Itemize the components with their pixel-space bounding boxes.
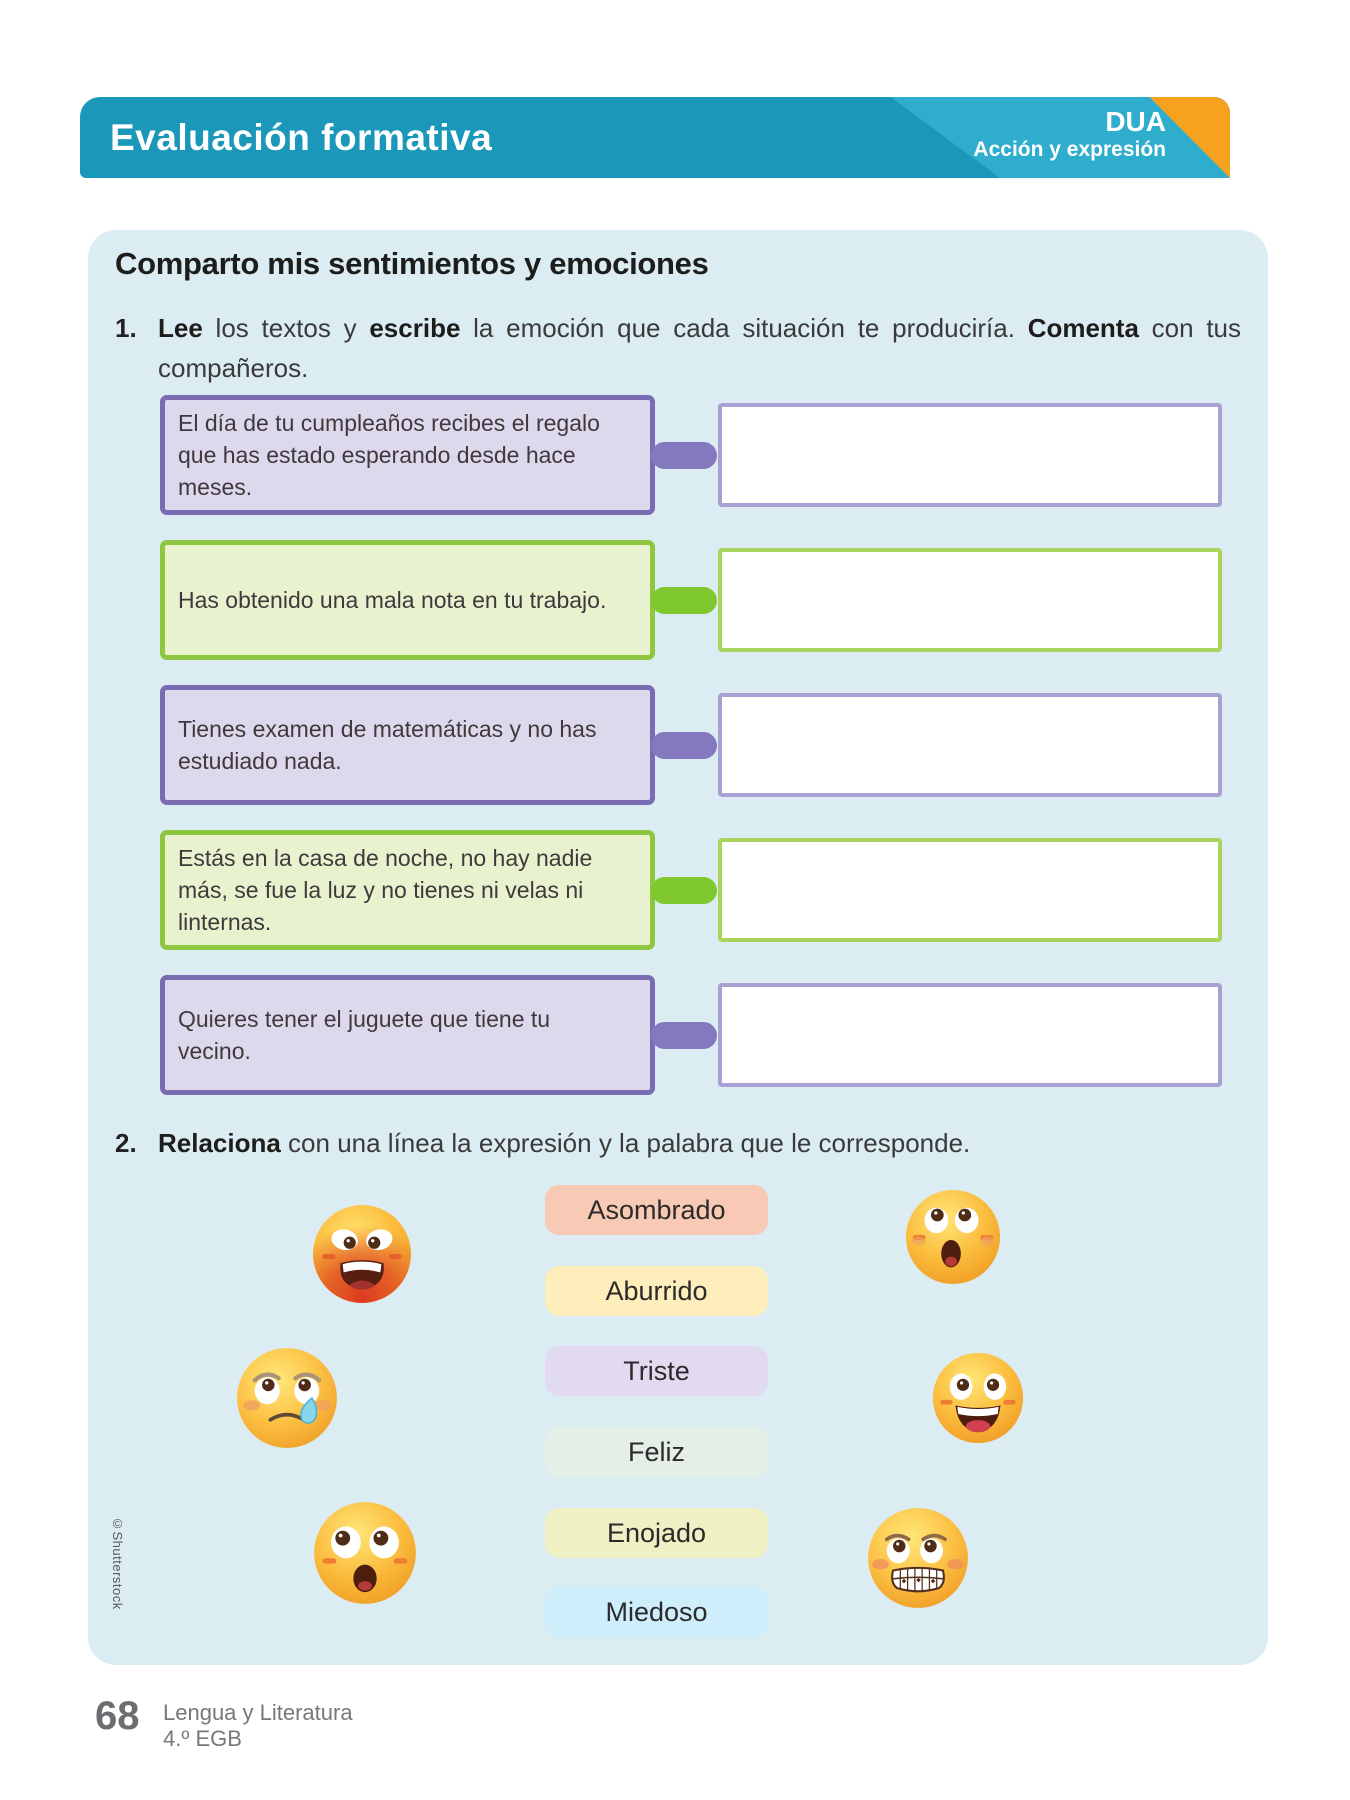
footer-grade: 4.º EGB — [163, 1725, 242, 1751]
exercise2-number: 2. — [115, 1128, 137, 1158]
word-pill-feliz[interactable]: Feliz — [545, 1427, 768, 1477]
connector-stub — [651, 1022, 717, 1049]
connector-stub — [651, 587, 717, 614]
header-banner — [80, 97, 1230, 178]
surprised-face-emoji[interactable] — [312, 1500, 418, 1606]
situation-statement-box: Quieres tener el juguete que tiene tu vecino. — [160, 975, 655, 1095]
situation-statement-box: Tienes examen de matemáticas y no has estudiado nada. — [160, 685, 655, 805]
answer-box[interactable] — [718, 403, 1222, 507]
exercise2-instruction-text: Relaciona con una línea la expresión y la palabra que le corresponde. — [158, 1128, 971, 1158]
happy-face-emoji[interactable] — [931, 1351, 1025, 1445]
connector-stub — [651, 442, 717, 469]
page-number: 68 — [95, 1694, 140, 1738]
dua-badge-title: DUA — [1105, 106, 1166, 137]
image-credit: ©Shutterstock — [110, 1516, 125, 1610]
sad-tear-face-emoji[interactable] — [235, 1346, 339, 1450]
footer-subject: Lengua y Literatura — [163, 1700, 353, 1725]
exercise1-instruction-text: Lee los textos y escribe la emoción que cada situación te produciría. Comenta con tus compañeros. — [158, 313, 1242, 384]
worksheet-title: Comparto mis sentimientos y emociones — [115, 246, 709, 281]
page-section-title: Evaluación formativa — [110, 116, 493, 158]
worksheet-card — [88, 230, 1268, 1665]
scared-gritting-teeth-emoji[interactable] — [866, 1506, 970, 1610]
answer-box[interactable] — [718, 838, 1222, 942]
exercise1-number: 1. — [115, 313, 137, 343]
answer-box[interactable] — [718, 983, 1222, 1087]
situation-statement-box: Has obtenido una mala nota en tu trabajo. — [160, 540, 655, 660]
footer-book-info — [163, 1700, 353, 1752]
situation-statement-box: El día de tu cumpleaños recibes el regalo que has estado esperando desde hace meses. — [160, 395, 655, 515]
situation-statement-box: Estás en la casa de noche, no hay nadie más, se fue la luz y no tienes ni velas ni linternas. — [160, 830, 655, 950]
exercise2-instruction — [115, 1123, 1241, 1163]
dua-badge — [973, 106, 1166, 162]
connector-stub — [651, 732, 717, 759]
word-pill-miedoso[interactable]: Miedoso — [545, 1587, 768, 1637]
answer-box[interactable] — [718, 693, 1222, 797]
connector-stub — [651, 877, 717, 904]
dua-badge-subtitle: Acción y expresión — [973, 138, 1166, 162]
amazed-face-emoji[interactable] — [904, 1188, 1002, 1286]
answer-box[interactable] — [718, 548, 1222, 652]
exercise1-instruction — [115, 308, 1241, 389]
angry-face-emoji[interactable] — [311, 1203, 413, 1305]
word-pill-enojado[interactable]: Enojado — [545, 1508, 768, 1558]
word-pill-aburrido[interactable]: Aburrido — [545, 1266, 768, 1316]
word-pill-asombrado[interactable]: Asombrado — [545, 1185, 768, 1235]
word-pill-triste[interactable]: Triste — [545, 1346, 768, 1396]
